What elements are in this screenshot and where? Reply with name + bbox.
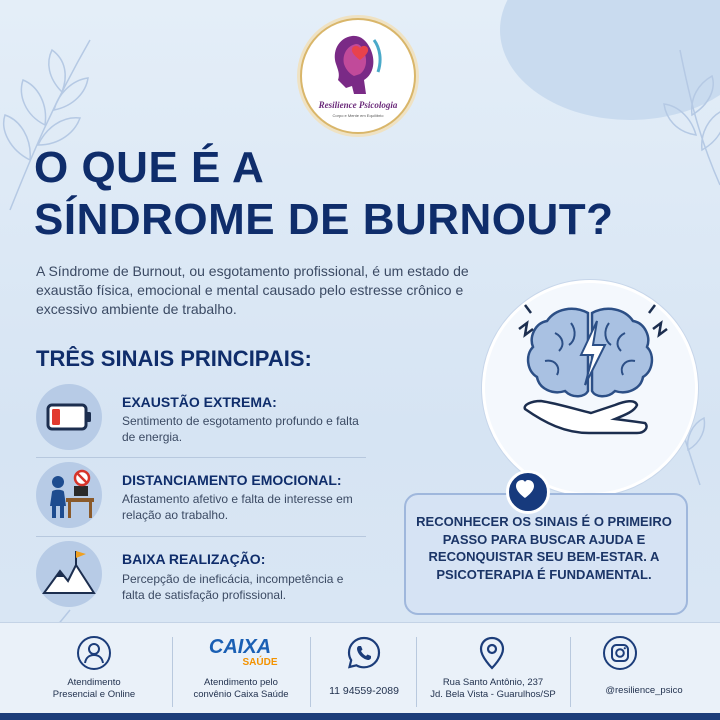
phone-number[interactable]: 11 94559-2089 [329, 685, 399, 697]
sign-title-2: DISTANCIAMENTO EMOCIONAL: [122, 472, 342, 488]
attendance-line-1: Atendimento [67, 677, 121, 688]
whatsapp-icon[interactable] [346, 635, 382, 671]
sign-title-1: EXAUSTÃO EXTREMA: [122, 394, 277, 410]
footer [0, 622, 720, 720]
sign-icon-circle-2 [36, 462, 102, 528]
caixa-brand: CAIXA [208, 636, 272, 658]
intro-paragraph: A Síndrome de Burnout, ou esgotamento profissional, é um estado de exaustão física, emocional e mental causado pelo estresse crônico e excessivo ambiente de trabalho. [36, 263, 469, 317]
caixa-line-2: convênio Caixa Saúde [193, 689, 289, 700]
heart-icon [509, 473, 541, 505]
caixa-line-1: Atendimento pelo [204, 677, 278, 688]
divider [36, 536, 366, 537]
sign-desc-1: Sentimento de esgotamento profundo e falta de energia. [122, 414, 359, 444]
sign-desc-2: Afastamento afetivo e falta de interesse em relação ao trabalho. [122, 492, 353, 522]
mountain-flag-icon [36, 541, 102, 607]
footer-separator [172, 637, 173, 707]
signs-heading: TRÊS SINAIS PRINCIPAIS: [36, 346, 312, 371]
title-line-2: SÍNDROME DE BURNOUT? [34, 195, 614, 244]
sign-icon-circle-1 [36, 384, 102, 450]
caixa-sub: SAÚDE [242, 657, 278, 668]
brain-in-hand-icon [485, 283, 695, 493]
footer-attendance-text [20, 677, 168, 701]
divider [36, 457, 366, 458]
footer-separator [310, 637, 311, 707]
callout-heart-badge [506, 470, 550, 514]
sign-title-3: BAIXA REALIZAÇÃO: [122, 551, 266, 567]
instagram-handle[interactable]: @resilience_psico [605, 685, 683, 696]
illustration-circle [482, 280, 698, 496]
instagram-icon[interactable] [602, 635, 638, 671]
head-heart-logo-icon [330, 30, 386, 96]
page-title [34, 142, 614, 246]
sign-desc-3: Percepção de ineficácia, incompetência e falta de satisfação profissional. [122, 572, 344, 602]
map-pin-icon [474, 635, 510, 671]
title-line-1: O QUE É A [34, 143, 265, 192]
logo-tagline: Corpo e Mente em Equilíbrio [332, 113, 384, 118]
address-line-1: Rua Santo Antônio, 237 [442, 677, 544, 688]
footer-address-text [420, 677, 566, 701]
leaf-decoration-right-icon [640, 40, 720, 190]
person-icon [76, 635, 112, 671]
callout-text: RECONHECER OS SINAIS É O PRIMEIRO PASSO PARA BUSCAR AJUDA E RECONQUISTAR SEU BEM-ESTAR. A PSICOTERAPIA É FUNDAMENTAL. [416, 514, 672, 582]
footer-separator [570, 637, 571, 707]
caixa-saude-logo [190, 637, 290, 669]
footer-caixa-text [176, 677, 306, 701]
logo-name: Resilience Psicologia [318, 100, 398, 110]
low-battery-icon [36, 384, 102, 450]
sign-icon-circle-3 [36, 541, 102, 607]
attendance-line-2: Presencial e Online [52, 689, 136, 700]
brand-logo [300, 18, 416, 134]
person-at-desk-icon [36, 462, 102, 528]
address-line-2: Jd. Bela Vista - Guarulhos/SP [430, 689, 556, 700]
footer-separator [416, 637, 417, 707]
footer-bottom-bar [0, 713, 720, 720]
